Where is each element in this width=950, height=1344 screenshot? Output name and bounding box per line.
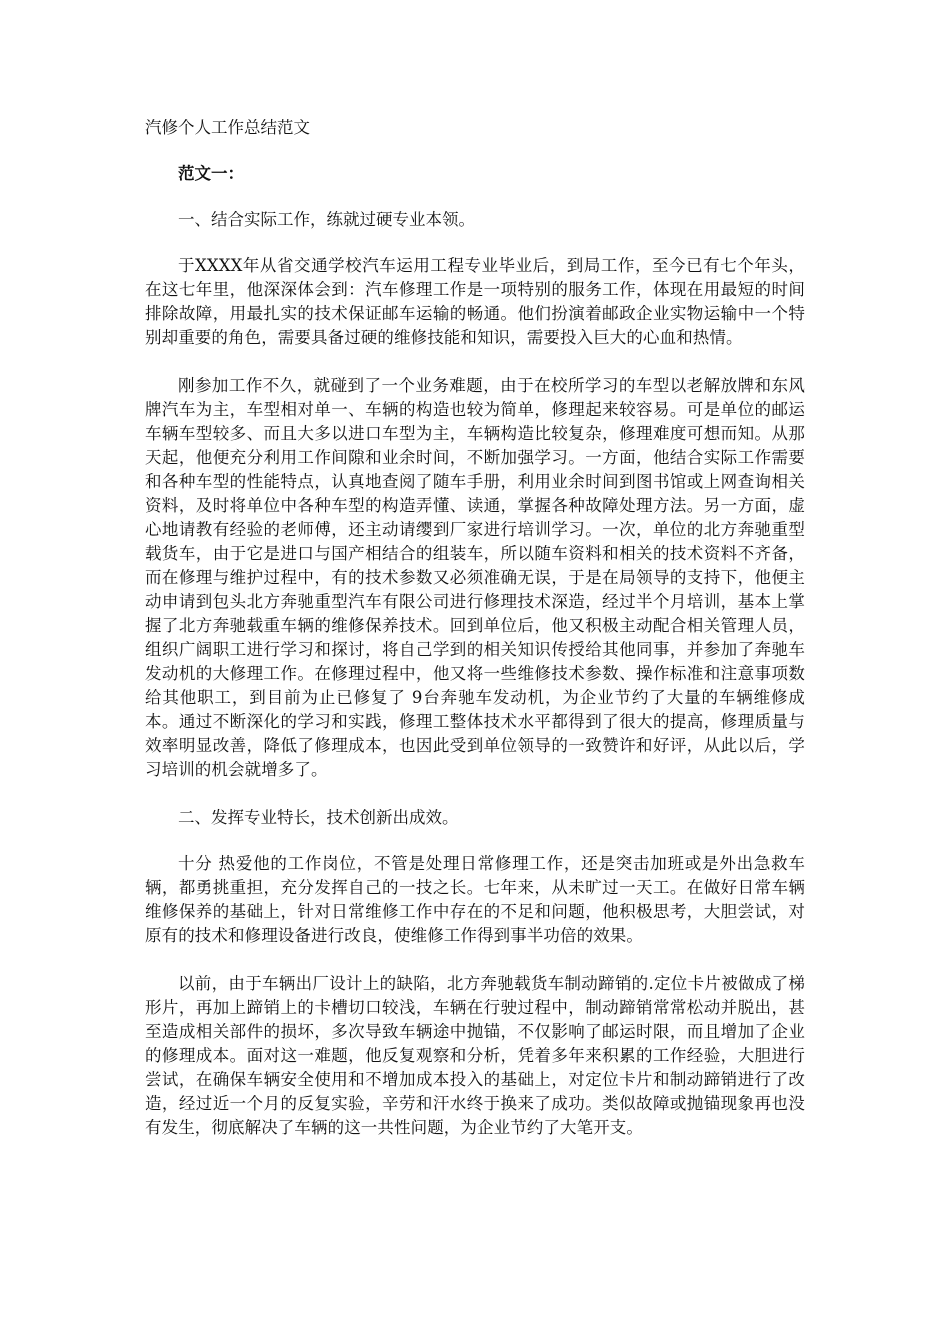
document-subtitle: 范文一： (178, 164, 244, 183)
document-body (145, 116, 805, 1164)
paragraph: 刚参加工作不久，就碰到了一个业务难题，由于在校所学习的车型以老解放牌和东风牌汽车为主，车型相对单一、车辆的构造也较为简单，修理起来较容易。可是单位的邮运车辆车型较多、而且大多以进口车型为主，车辆构造比较复杂，修理难度可想而知。从那天起，他便充分利用工作间隙和业余时间，不断加强学习。一方面，他结合实际工作需要和各种车型的性能特点，认真地查阅了随车手册，利用业余时间到图书馆或上网查询相关资料，及时将单位中各种车型的构造弄懂、读通，掌握各种故障处理方法。另一方面，虚心地请教有经验的老师傅，还主动请缨到厂家进行培训学习。一次，单位的北方奔驰重型载货车，由于它是进口与国产相结合的组装车，所以随车资料和相关的技术资料不齐备，而在修理与维护过程中，有的技术参数又必须准确无误，于是在局领导的支持下，他便主动申请到包头北方奔驰重型汽车有限公司进行修理技术深造，经过半个月培训，基本上掌握了北方奔驰载重车辆的维修保养技术。回到单位后，他又积极主动配合相关管理人员，组织广阔职工进行学习和探讨，将自己学到的相关知识传授给其他同事，并参加了奔驰车发动机的大修理工作。在修理过程中，他又将一些维修技术参数、操作标准和注意事项数给其他职工，到目前为止已修复了 9台奔驰车发动机，为企业节约了大量的车辆维修成本。通过不断深化的学习和实践，修理工整体技术水平都得到了很大的提高，修理质量与效率明显改善，降低了修理成本，也因此受到单位领导的一致赞许和好评，从此以后，学习培训的机会就增多了。 (145, 376, 805, 779)
paragraph: 以前，由于车辆出厂设计上的缺陷，北方奔驰载货车制动蹄销的.定位卡片被做成了梯形片，再加上蹄销上的卡槽切口较浅，车辆在行驶过程中，制动蹄销常常松动并脱出，甚至造成相关部件的损坏，多次导致车辆途中抛锚，不仅影响了邮运时限，而且增加了企业的修理成本。面对这一难题，他反复观察和分析，凭着多年来积累的工作经验，大胆进行尝试，在确保车辆安全使用和不增加成本投入的基础上，对定位卡片和制动蹄销进行了改造，经过近一个月的反复实验，辛劳和汗水终于换来了成功。类似故障或抛锚现象再也没有发生，彻底解决了车辆的这一共性问题，为企业节约了大笔开支。 (145, 974, 805, 1137)
document-title: 汽修个人工作总结范文 (145, 118, 310, 137)
paragraph: 十分 热爱他的工作岗位，不管是处理日常修理工作，还是突击加班或是外出急救车辆，都勇挑重担，充分发挥自己的一技之长。七年来，从未旷过一天工。在做好日常车辆维修保养的基础上，针对日常维修工作中存在的不足和问题，他积极思考，大胆尝试，对原有的技术和修理设备进行改良，使维修工作得到事半功倍的效果。 (145, 854, 805, 945)
section-heading-1: 一、结合实际工作，练就过硬专业本领。 (178, 210, 475, 229)
paragraph: 于XXXX年从省交通学校汽车运用工程专业毕业后，到局工作，至今已有七个年头，在这七年里，他深深体会到：汽车修理工作是一项特别的服务工作，体现在用最短的时间排除故障，用最扎实的技术保证邮车运输的畅通。他们扮演着邮政企业实物运输中一个特别却重要的角色，需要具备过硬的维修技能和知识，需要投入巨大的心血和热情。 (145, 256, 805, 347)
section-heading-2: 二、发挥专业特长，技术创新出成效。 (178, 808, 459, 827)
